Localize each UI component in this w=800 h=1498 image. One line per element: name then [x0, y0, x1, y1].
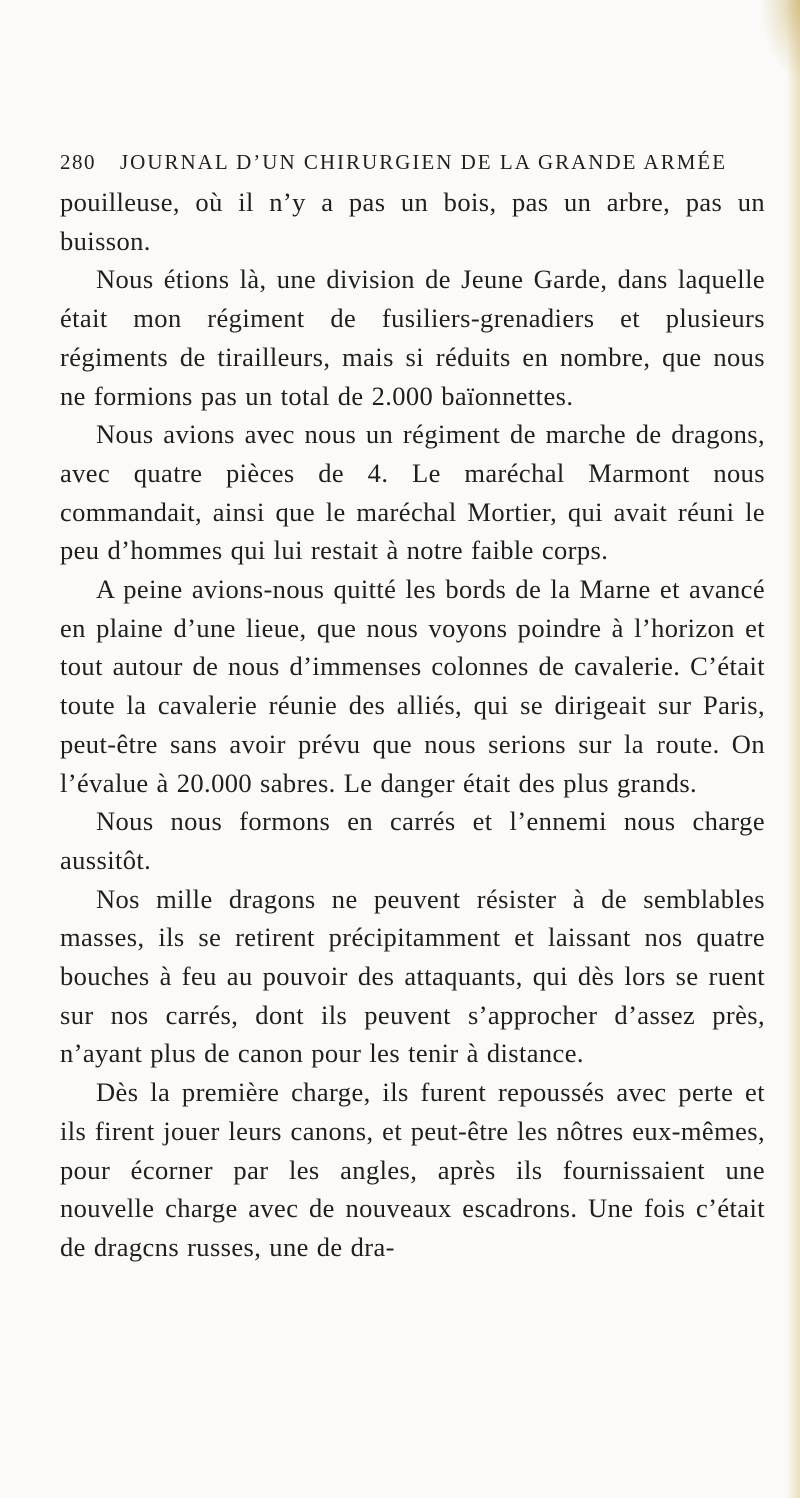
page-edge-stain [786, 0, 800, 1498]
page-corner-stain [760, 0, 800, 80]
paragraph-4: A peine avions-nous quitté les bords de la Marne et avancé en plaine d’une lieue, que nous voyons poindre à l’horizon et tout autour de nous d’immenses colonnes de cavalerie. C’était toute la cavalerie réunie des alliés, qui se dirigeait sur Paris, peut-être sans avoir prévu que nous serions sur la route. On l’évalue à 20.000 sabres. Le danger était des plus grands. [60, 574, 765, 798]
body-text [60, 183, 765, 1267]
book-page [60, 150, 765, 1267]
running-title: JOURNAL D’UN CHIRURGIEN DE LA GRANDE ARMÉE [120, 150, 728, 174]
paragraph-3: Nous avions avec nous un régiment de marche de dragons, avec quatre pièces de 4. Le maréchal Marmont nous commandait, ainsi que le maréchal Mortier, qui avait réuni le peu d’hommes qui lui restait à notre faible corps. [60, 419, 765, 566]
paragraph-5: Nous nous formons en carrés et l’ennemi nous charge aussitôt. [60, 806, 765, 875]
paragraph-6: Nos mille dragons ne peuvent résister à de semblables masses, ils se retirent précipitamment et laissant nos quatre bouches à feu au pouvoir des attaquants, qui dès lors se ruent sur nos carrés, dont ils peuvent s’approcher d’assez près, n’ayant plus de canon pour les tenir à distance. [60, 883, 765, 1069]
running-header [60, 150, 765, 175]
paragraph-2: Nous étions là, une division de Jeune Garde, dans laquelle était mon régiment de fusiliers-grenadiers et plusieurs régiments de tirailleurs, mais si réduits en nombre, que nous ne formions pas un total de 2.000 baïonnettes. [60, 264, 765, 411]
paragraph-1: pouilleuse, où il n’y a pas un bois, pas un arbre, pas un buisson. [60, 187, 765, 256]
page-number: 280 [60, 150, 96, 174]
paragraph-7: Dès la première charge, ils furent repoussés avec perte et ils firent jouer leurs canons, et peut-être les nôtres eux-mêmes, pour écorner par les angles, après ils fournissaient une nouvelle charge avec de nouveaux escadrons. Une fois c’était de dragcns russes, une de dra- [60, 1077, 765, 1262]
